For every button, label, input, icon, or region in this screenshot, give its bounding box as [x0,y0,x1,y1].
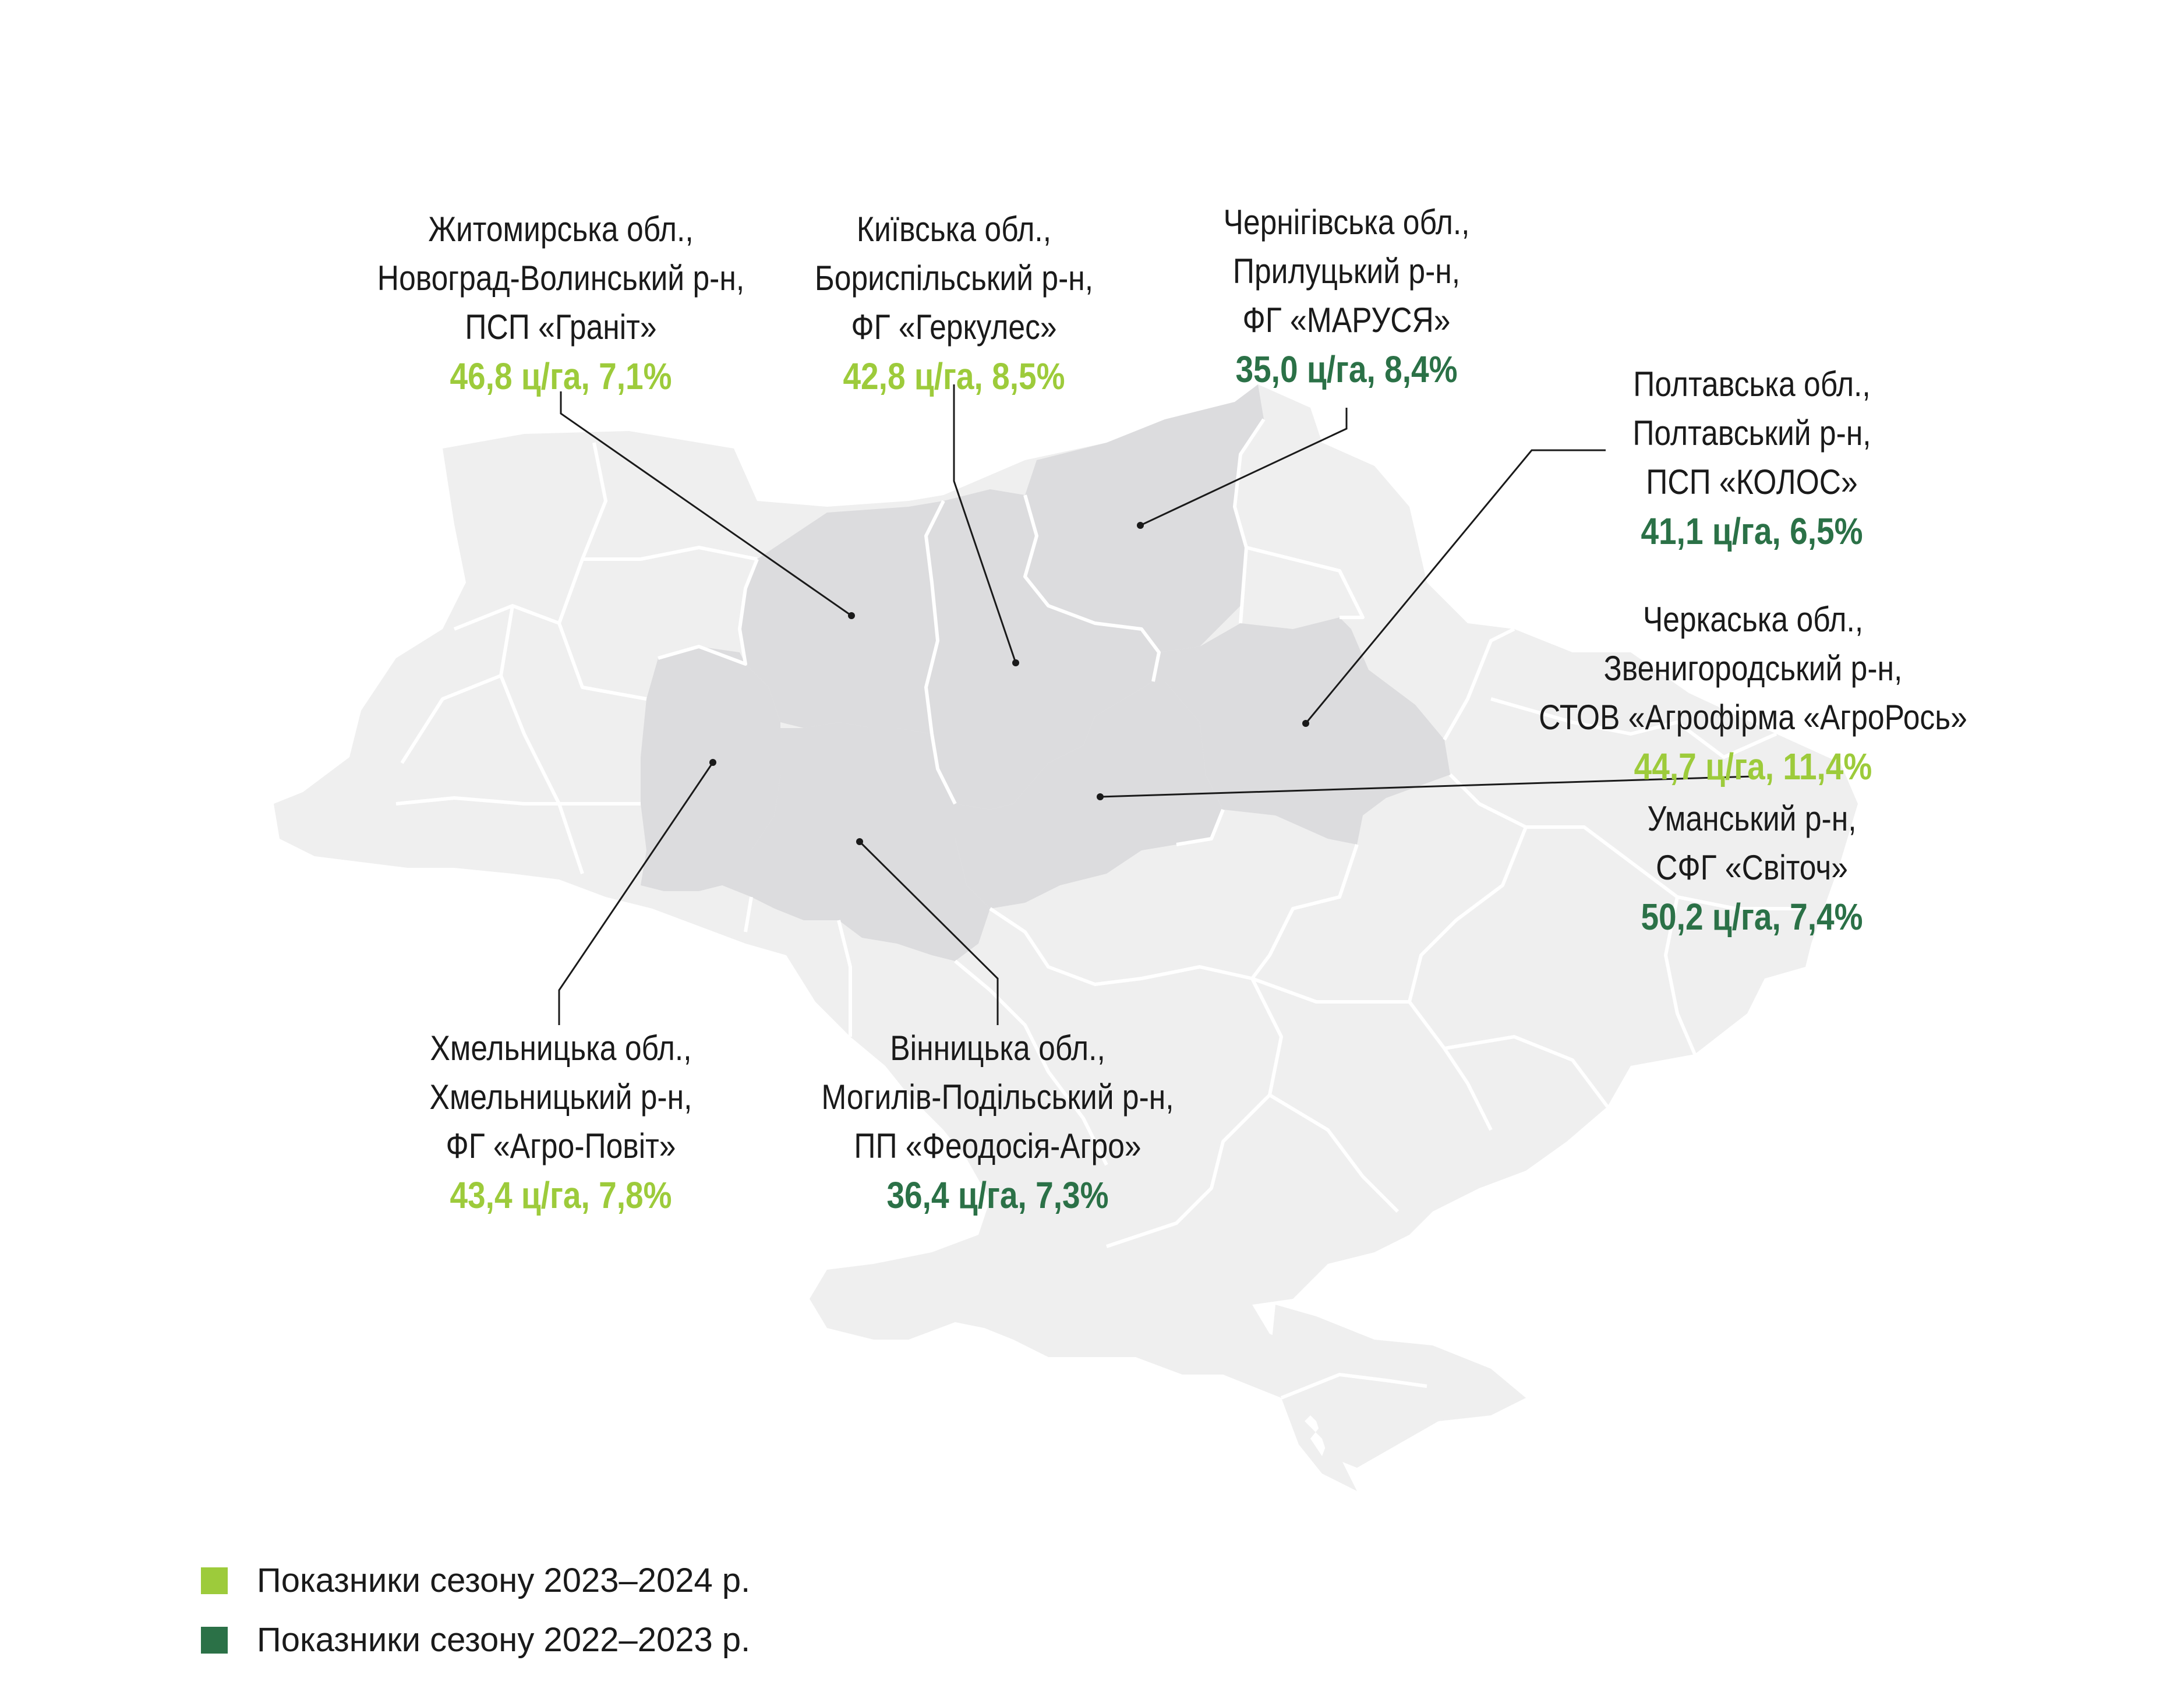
label-line: Вінницька обл., [890,1029,1105,1068]
label-line: Новоград-Волинський р-н, [377,259,745,298]
label-line: Полтавський р-н, [1632,414,1871,453]
label-line: Прилуцький р-н, [1232,252,1461,291]
dot-chernihiv [1137,522,1144,529]
dot-uman [1097,793,1104,800]
leader-zhytomyr [561,391,851,616]
label-line: СФГ «Світоч» [1656,848,1848,887]
yield-value: 44,7 ц/га, 11,4% [1634,746,1872,787]
label-line: ПП «Феодосія-Агро» [854,1126,1142,1165]
label-line: Хмельницька обл., [430,1029,692,1068]
legend-swatch-dark-green [201,1627,228,1654]
label-chernihiv [1146,198,1547,394]
label-uman [1552,794,1952,941]
legend-item-2022-2023 [201,1620,750,1659]
label-line: СТОВ «Агрофірма «АгроРось» [1539,698,1967,737]
label-line: ПСП «Граніт» [465,308,657,347]
label-line: Черкаська обл., [1642,600,1864,639]
label-poltava [1552,360,1952,556]
dot-vinnytsia [856,838,863,845]
label-line: ПСП «КОЛОС» [1646,462,1858,501]
leader-khmelnytskyi [559,762,713,1025]
yield-value: 42,8 ц/га, 8,5% [843,355,1065,397]
leader-kyiv [954,384,1016,663]
yield-value: 46,8 ц/га, 7,1% [450,355,672,397]
dot-zhytomyr [848,612,855,619]
label-line: Полтавська обл., [1633,365,1871,404]
label-line: Житомирська обл., [428,210,694,249]
yield-value: 41,1 ц/га, 6,5% [1641,510,1863,552]
label-kyiv [754,205,1154,401]
label-line: Могилів-Подільський р-н, [821,1078,1174,1117]
yield-value: 50,2 ц/га, 7,4% [1641,896,1863,938]
label-line: Бориспільський р-н, [814,259,1094,298]
legend-item-2023-2024 [201,1561,750,1600]
dot-kyiv [1012,659,1019,666]
label-cherkasy [1503,595,2003,791]
label-zhytomyr [361,205,761,401]
label-khmelnytskyi [361,1024,761,1220]
legend-label: Показники сезону 2022–2023 р. [257,1621,751,1659]
dot-poltava [1302,720,1309,727]
label-line: Чернігівська обл., [1223,203,1470,242]
label-line: Хмельницький р-н, [429,1078,692,1117]
legend-swatch-light-green [201,1567,228,1594]
legend-label: Показники сезону 2023–2024 р. [257,1562,751,1599]
yield-value: 36,4 ц/га, 7,3% [886,1174,1109,1216]
label-line: ФГ «Геркулес» [851,308,1057,347]
leader-vinnytsia [860,842,998,1025]
yield-value: 43,4 ц/га, 7,8% [450,1174,672,1216]
leader-chernihiv [1140,408,1347,525]
label-vinnytsia [797,1024,1198,1220]
label-line: ФГ «МАРУСЯ» [1242,301,1451,340]
dot-khmelnytskyi [709,759,716,766]
label-line: Київська обл., [856,210,1052,249]
label-line: Звенигородський р-н, [1603,649,1903,688]
label-line: ФГ «Агро-Повіт» [446,1126,676,1165]
yield-value: 35,0 ц/га, 8,4% [1235,348,1458,390]
label-line: Уманський р-н, [1647,799,1857,838]
